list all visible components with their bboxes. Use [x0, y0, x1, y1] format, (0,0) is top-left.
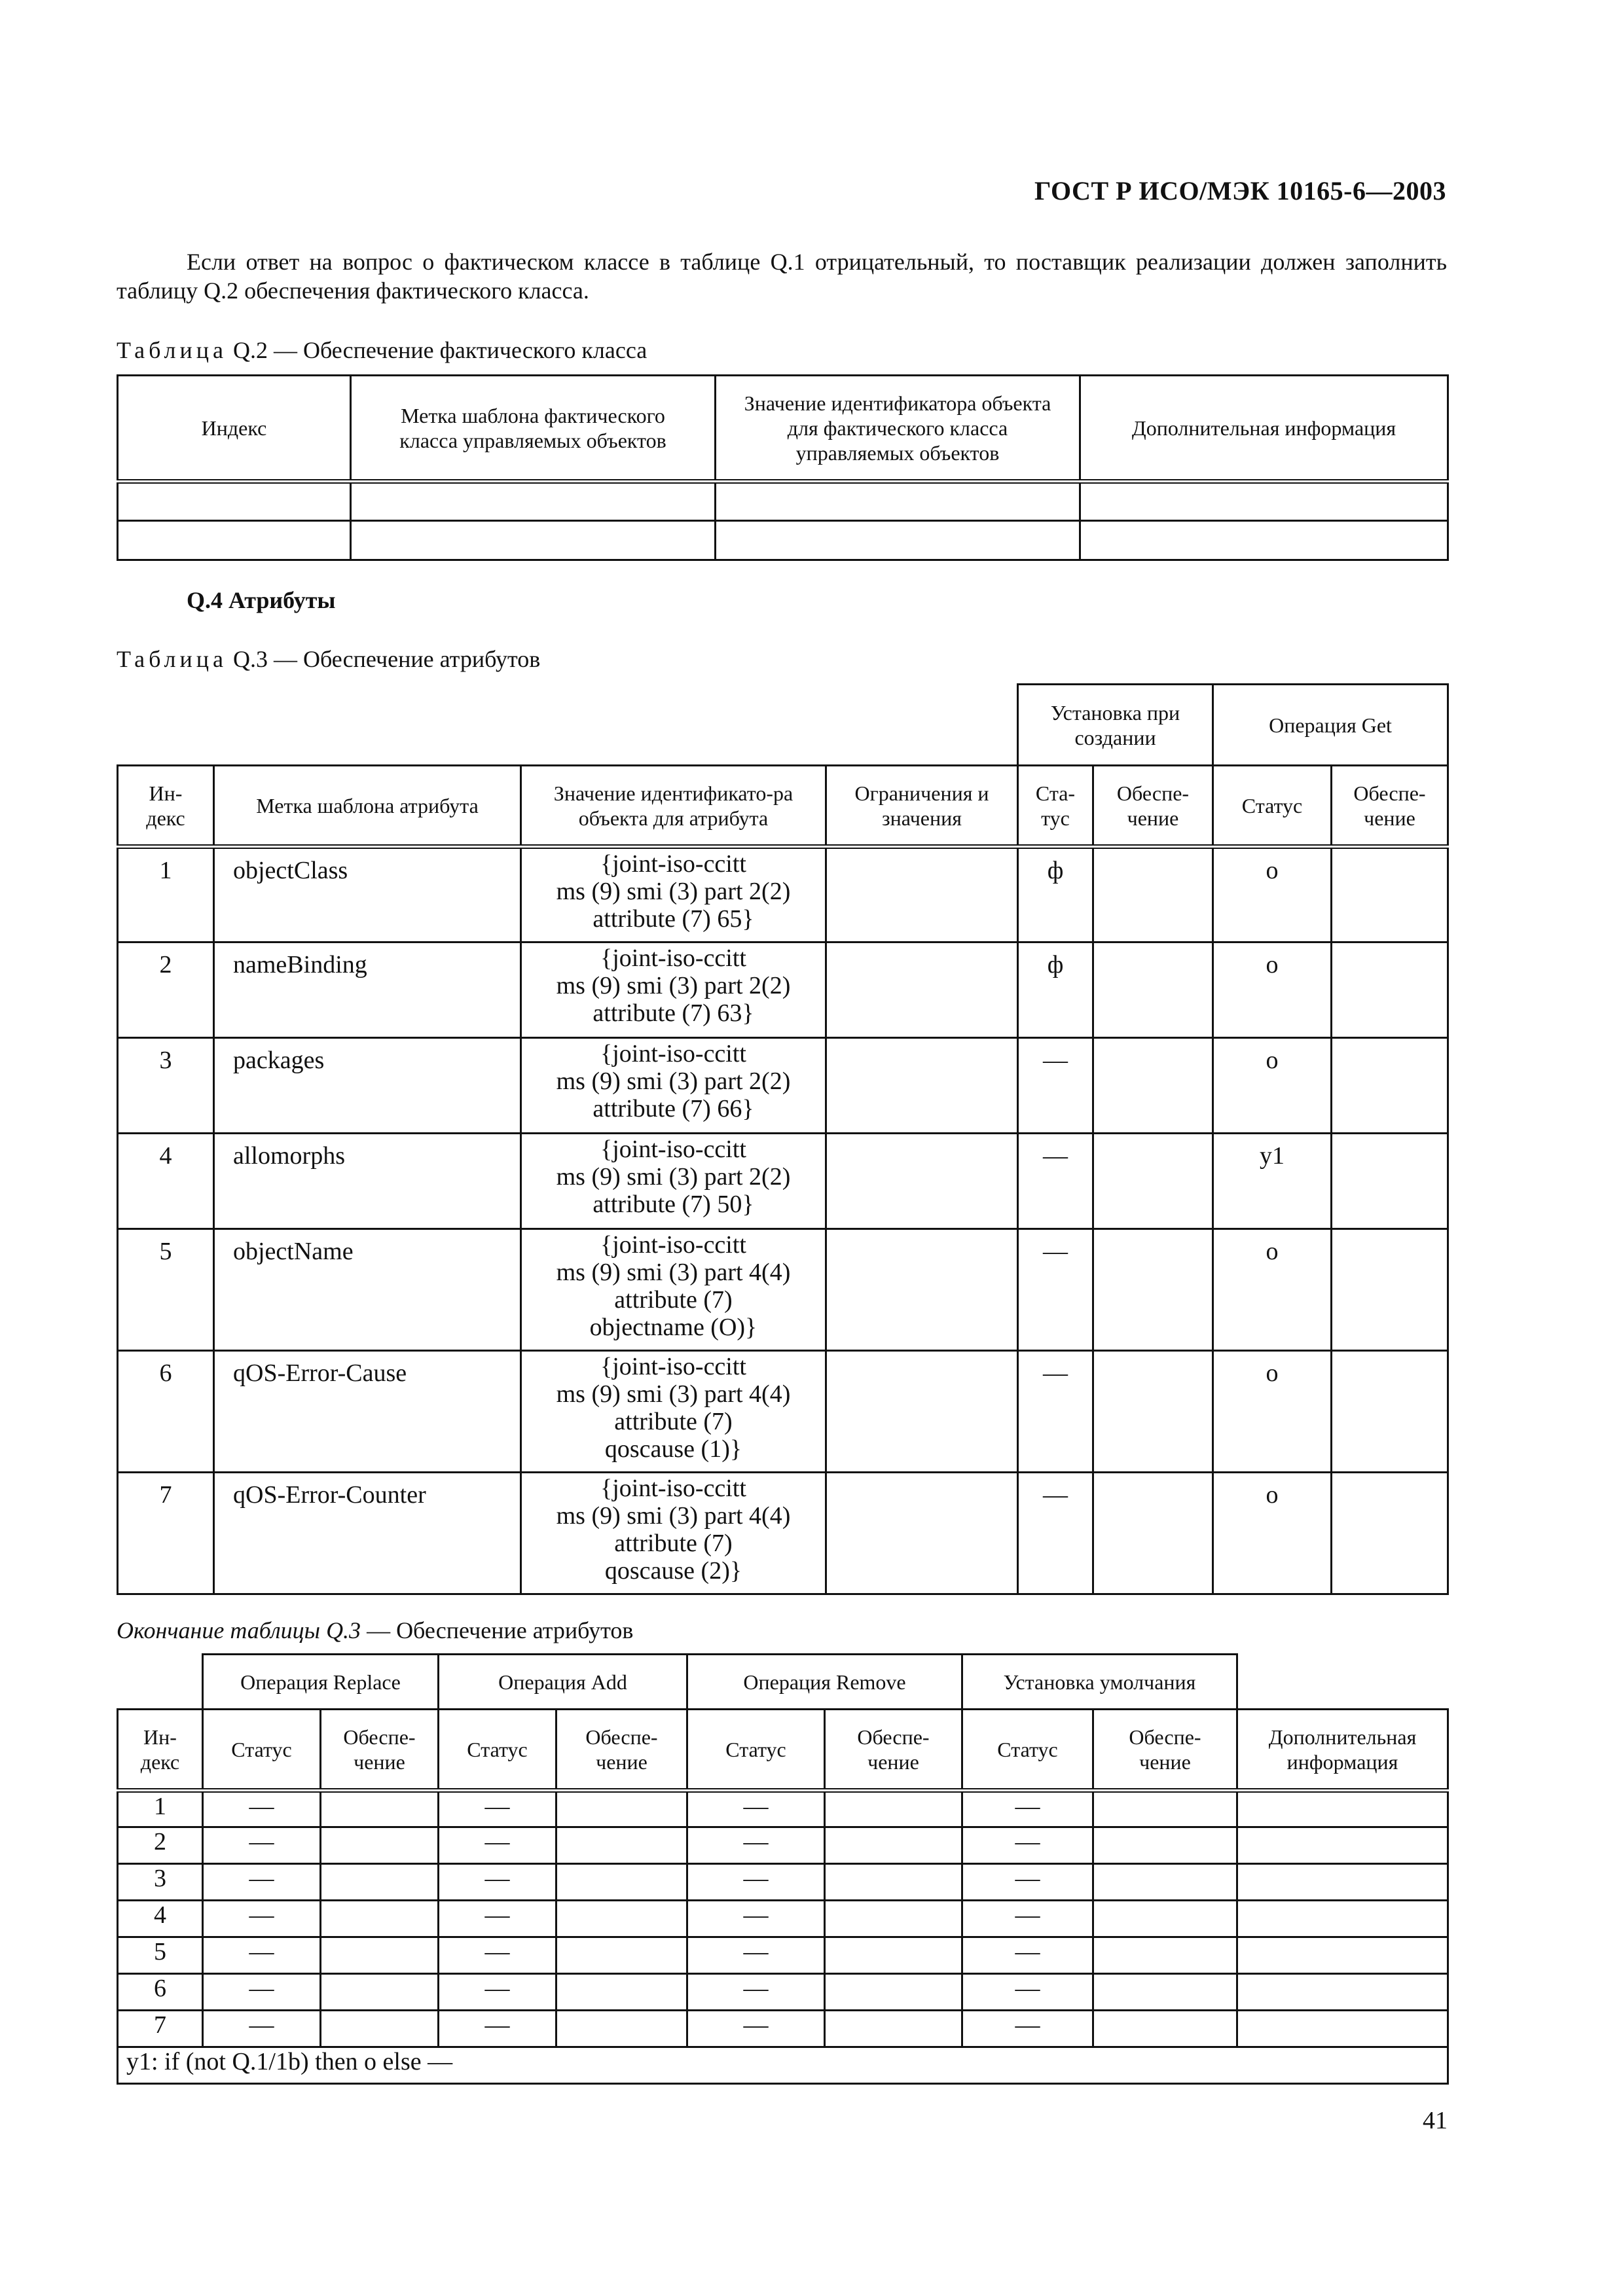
replace-status: —	[203, 1974, 321, 2011]
table-q3-caption-text: Q.3 — Обеспечение атрибутов	[227, 646, 541, 672]
extra-info	[1237, 1864, 1448, 1901]
section-title: Q.4 Атрибуты	[187, 587, 336, 613]
creation-status: ф	[1018, 942, 1093, 1038]
table-q2-caption	[117, 336, 647, 364]
row-index: 4	[118, 1901, 203, 1937]
add-status: —	[439, 1937, 556, 1974]
get-support	[1332, 1134, 1448, 1229]
remove-support	[825, 1791, 962, 1827]
get-status: o	[1213, 1351, 1332, 1473]
replace-support	[321, 1937, 439, 1974]
replace-status: —	[203, 1791, 321, 1827]
extra-info	[1237, 1901, 1448, 1937]
q3-group-get: Операция Get	[1213, 685, 1448, 766]
table-q3-end-caption	[117, 1617, 633, 1644]
extra-info	[1237, 1937, 1448, 1974]
remove-status: —	[687, 1974, 825, 2011]
q2-header-additional-info: Дополнительная информация	[1080, 376, 1448, 482]
add-support	[556, 1937, 687, 1974]
creation-status: —	[1018, 1038, 1093, 1134]
constraints-cell	[826, 1473, 1018, 1594]
default-status: —	[962, 2011, 1093, 2047]
table-q3-caption-prefix: Таблица	[117, 646, 227, 672]
get-support	[1332, 1038, 1448, 1134]
table-q3-end-caption-text: — Обеспечение атрибутов	[361, 1617, 634, 1643]
get-status: o	[1213, 847, 1332, 942]
q3e-header-index: Ин-декс	[118, 1710, 203, 1791]
creation-support	[1093, 1038, 1213, 1134]
remove-support	[825, 1827, 962, 1864]
q3-empty-cell	[826, 685, 1018, 766]
replace-status: —	[203, 2011, 321, 2047]
attribute-oid: {joint-iso-ccitt ms (9) smi (3) part 4(4) attribute (7) qoscause (2)}	[521, 1473, 826, 1594]
creation-support	[1093, 847, 1213, 942]
add-status: —	[439, 1864, 556, 1901]
replace-status: —	[203, 1864, 321, 1901]
get-status: o	[1213, 1038, 1332, 1134]
q3e-group-default: Установка умолчания	[962, 1655, 1237, 1710]
q3e-empty-cell	[118, 1655, 203, 1710]
creation-support	[1093, 1134, 1213, 1229]
replace-support	[321, 1864, 439, 1901]
add-support	[556, 1791, 687, 1827]
q3-header-label: Метка шаблона атрибута	[214, 766, 521, 847]
q3e-header-add-status: Статус	[439, 1710, 556, 1791]
add-support	[556, 1864, 687, 1901]
remove-status: —	[687, 1827, 825, 1864]
table-q2	[117, 374, 1449, 561]
creation-support	[1093, 1351, 1213, 1473]
add-status: —	[439, 1901, 556, 1937]
constraints-cell	[826, 847, 1018, 942]
q3e-header-add-support: Обеспе-чение	[556, 1710, 687, 1791]
add-status: —	[439, 1974, 556, 2011]
table-row	[118, 1473, 1448, 1594]
remove-support	[825, 1974, 962, 2011]
q3e-header-replace-status: Статус	[203, 1710, 321, 1791]
q3e-header-extra: Дополнительная информация	[1237, 1710, 1448, 1791]
table-row	[118, 1038, 1448, 1134]
get-status: o	[1213, 1473, 1332, 1594]
get-support	[1332, 942, 1448, 1038]
add-status: —	[439, 1827, 556, 1864]
row-index: 2	[118, 1827, 203, 1864]
attribute-oid: {joint-iso-ccitt ms (9) smi (3) part 2(2) attribute (7) 63}	[521, 942, 826, 1038]
row-index: 1	[118, 847, 214, 942]
attribute-label: allomorphs	[214, 1134, 521, 1229]
table-q3-caption	[117, 645, 540, 673]
remove-status: —	[687, 1937, 825, 1974]
attribute-label: objectClass	[214, 847, 521, 942]
intro-paragraph: Если ответ на вопрос о фактическом классе в таблице Q.1 отрицательный, то поставщик реализации должен заполнить таблицу Q.2 обеспечения фактического класса.	[117, 249, 1447, 304]
table-row	[118, 1864, 1448, 1901]
table-row	[118, 1827, 1448, 1864]
replace-support	[321, 2011, 439, 2047]
creation-status: —	[1018, 1134, 1093, 1229]
constraints-cell	[826, 1134, 1018, 1229]
q2-cell	[716, 482, 1080, 521]
creation-status: ф	[1018, 847, 1093, 942]
attribute-label: qOS-Error-Cause	[214, 1351, 521, 1473]
default-support	[1093, 1937, 1237, 1974]
default-support	[1093, 1974, 1237, 2011]
replace-support	[321, 1827, 439, 1864]
default-support	[1093, 2011, 1237, 2047]
table-row	[118, 942, 1448, 1038]
table-row	[118, 847, 1448, 942]
attribute-oid: {joint-iso-ccitt ms (9) smi (3) part 2(2) attribute (7) 65}	[521, 847, 826, 942]
q3e-group-replace: Операция Replace	[203, 1655, 439, 1710]
default-status: —	[962, 1827, 1093, 1864]
default-support	[1093, 1827, 1237, 1864]
default-status: —	[962, 1864, 1093, 1901]
get-support	[1332, 1473, 1448, 1594]
get-support	[1332, 847, 1448, 942]
q2-header-template-label: Метка шаблона фактического класса управляемых объектов	[351, 376, 716, 482]
table-footnote: y1: if (not Q.1/1b) then o else —	[118, 2047, 1448, 2084]
row-index: 4	[118, 1134, 214, 1229]
get-support	[1332, 1351, 1448, 1473]
q3-empty-cell	[214, 685, 521, 766]
replace-support	[321, 1901, 439, 1937]
replace-support	[321, 1791, 439, 1827]
q3-group-creation: Установка при создании	[1018, 685, 1213, 766]
attribute-oid: {joint-iso-ccitt ms (9) smi (3) part 4(4) attribute (7) qoscause (1)}	[521, 1351, 826, 1473]
extra-info	[1237, 1791, 1448, 1827]
q2-header-index: Индекс	[118, 376, 351, 482]
q3-empty-cell	[521, 685, 826, 766]
q3-empty-cell	[118, 685, 214, 766]
document-code: ГОСТ Р ИСО/МЭК 10165-6—2003	[1034, 176, 1446, 206]
q3-header-index: Ин-декс	[118, 766, 214, 847]
add-support	[556, 2011, 687, 2047]
row-index: 7	[118, 1473, 214, 1594]
table-row	[118, 1229, 1448, 1351]
default-status: —	[962, 1974, 1093, 2011]
add-support	[556, 1827, 687, 1864]
q3-header-creation-status: Ста-тус	[1018, 766, 1093, 847]
replace-status: —	[203, 1937, 321, 1974]
constraints-cell	[826, 1351, 1018, 1473]
table-q3-end	[117, 1653, 1449, 2085]
table-row	[118, 1351, 1448, 1473]
remove-status: —	[687, 2011, 825, 2047]
table-q3-end-caption-italic: Окончание таблицы Q.3	[117, 1617, 361, 1643]
creation-status: —	[1018, 1351, 1093, 1473]
attribute-oid: {joint-iso-ccitt ms (9) smi (3) part 4(4) attribute (7) objectname (O)}	[521, 1229, 826, 1351]
extra-info	[1237, 1974, 1448, 2011]
q3-header-constraints: Ограничения и значения	[826, 766, 1018, 847]
remove-status: —	[687, 1864, 825, 1901]
get-support	[1332, 1229, 1448, 1351]
extra-info	[1237, 1827, 1448, 1864]
replace-support	[321, 1974, 439, 2011]
q2-cell	[1080, 482, 1448, 521]
row-index: 2	[118, 942, 214, 1038]
default-support	[1093, 1901, 1237, 1937]
remove-support	[825, 1937, 962, 1974]
q2-header-object-id: Значение идентификатора объекта для фактического класса управляемых объектов	[716, 376, 1080, 482]
get-status: y1	[1213, 1134, 1332, 1229]
add-status: —	[439, 2011, 556, 2047]
get-status: o	[1213, 942, 1332, 1038]
replace-status: —	[203, 1901, 321, 1937]
default-status: —	[962, 1901, 1093, 1937]
constraints-cell	[826, 942, 1018, 1038]
q3-header-creation-support: Обеспе-чение	[1093, 766, 1213, 847]
q3-header-get-support: Обеспе-чение	[1332, 766, 1448, 847]
table-row	[118, 1901, 1448, 1937]
remove-support	[825, 1864, 962, 1901]
default-status: —	[962, 1791, 1093, 1827]
attribute-oid: {joint-iso-ccitt ms (9) smi (3) part 2(2) attribute (7) 50}	[521, 1134, 826, 1229]
q2-cell	[351, 482, 716, 521]
q3e-header-remove-support: Обеспе-чение	[825, 1710, 962, 1791]
row-index: 6	[118, 1974, 203, 2011]
creation-status: —	[1018, 1473, 1093, 1594]
constraints-cell	[826, 1038, 1018, 1134]
q3-header-get-status: Статус	[1213, 766, 1332, 847]
attribute-oid: {joint-iso-ccitt ms (9) smi (3) part 2(2) attribute (7) 66}	[521, 1038, 826, 1134]
table-q2-caption-text: Q.2 — Обеспечение фактического класса	[227, 337, 647, 363]
q3e-header-default-support: Обеспе-чение	[1093, 1710, 1237, 1791]
q2-cell	[351, 521, 716, 560]
table-q3	[117, 683, 1449, 1595]
q2-cell	[118, 482, 351, 521]
default-support	[1093, 1864, 1237, 1901]
constraints-cell	[826, 1229, 1018, 1351]
creation-support	[1093, 942, 1213, 1038]
row-index: 5	[118, 1937, 203, 1974]
page-number: 41	[1423, 2107, 1448, 2134]
table-row	[118, 1791, 1448, 1827]
row-index: 3	[118, 1038, 214, 1134]
extra-info	[1237, 2011, 1448, 2047]
table-row	[118, 1974, 1448, 2011]
row-index: 7	[118, 2011, 203, 2047]
remove-support	[825, 2011, 962, 2047]
attribute-label: qOS-Error-Counter	[214, 1473, 521, 1594]
replace-status: —	[203, 1827, 321, 1864]
creation-support	[1093, 1229, 1213, 1351]
default-support	[1093, 1791, 1237, 1827]
table-q2-caption-prefix: Таблица	[117, 337, 227, 363]
remove-status: —	[687, 1901, 825, 1937]
row-index: 3	[118, 1864, 203, 1901]
row-index: 1	[118, 1791, 203, 1827]
q3-header-oid: Значение идентификато-ра объекта для атрибута	[521, 766, 826, 847]
default-status: —	[962, 1937, 1093, 1974]
q3e-group-add: Операция Add	[439, 1655, 687, 1710]
table-row	[118, 1937, 1448, 1974]
row-index: 6	[118, 1351, 214, 1473]
table-row	[118, 1134, 1448, 1229]
remove-support	[825, 1901, 962, 1937]
q3e-header-default-status: Статус	[962, 1710, 1093, 1791]
q3e-group-remove: Операция Remove	[687, 1655, 962, 1710]
add-support	[556, 1974, 687, 2011]
attribute-label: nameBinding	[214, 942, 521, 1038]
add-support	[556, 1901, 687, 1937]
q3e-empty-cell	[1237, 1655, 1448, 1710]
creation-support	[1093, 1473, 1213, 1594]
table-row	[118, 2011, 1448, 2047]
q2-cell	[118, 521, 351, 560]
creation-status: —	[1018, 1229, 1093, 1351]
q3e-header-replace-support: Обеспе-чение	[321, 1710, 439, 1791]
q2-cell	[1080, 521, 1448, 560]
remove-status: —	[687, 1791, 825, 1827]
row-index: 5	[118, 1229, 214, 1351]
get-status: o	[1213, 1229, 1332, 1351]
q2-cell	[716, 521, 1080, 560]
q3e-header-remove-status: Статус	[687, 1710, 825, 1791]
attribute-label: packages	[214, 1038, 521, 1134]
attribute-label: objectName	[214, 1229, 521, 1351]
add-status: —	[439, 1791, 556, 1827]
